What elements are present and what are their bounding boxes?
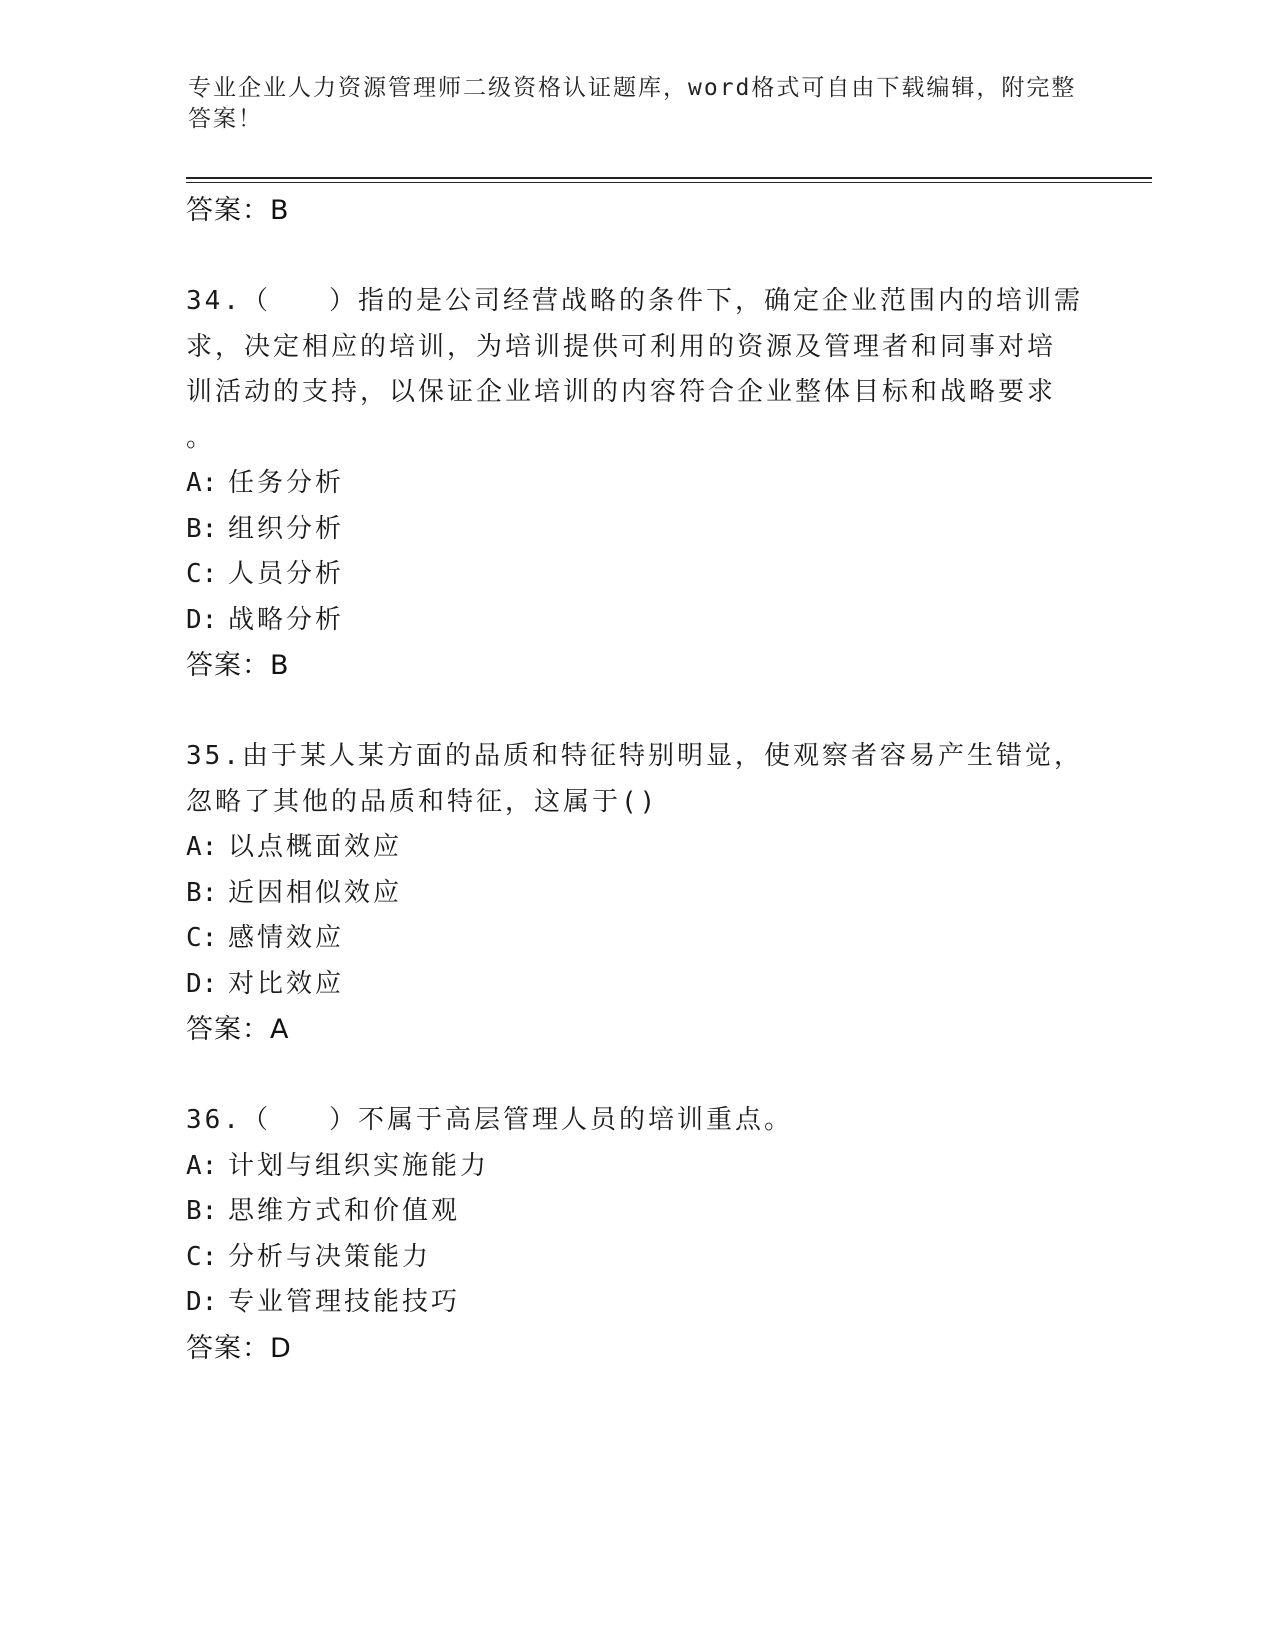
option-key: C:: [186, 1241, 218, 1272]
option-b: [186, 871, 1086, 917]
option-key: C:: [186, 923, 218, 953]
header-line-1: 专业企业人力资源管理师二级资格认证题库，word格式可自由下载编辑，附完整: [188, 75, 1077, 101]
option-text: 近因相似效应: [228, 877, 403, 908]
spacer: [186, 1053, 1086, 1098]
previous-answer: 答案：B: [186, 195, 290, 226]
option-text: 思维方式和价值观: [228, 1196, 461, 1226]
option-a: [186, 461, 1086, 507]
question-line: 忽略了其他的品质和特征，这属于(): [186, 786, 659, 817]
option-a: [186, 1144, 1086, 1190]
option-text: 战略分析: [228, 604, 345, 635]
question-text: [186, 279, 1086, 461]
question-line: 35.由于某人某方面的品质和特征特别明显，使观察者容易产生错觉，: [186, 741, 1083, 771]
question-line: 。: [186, 422, 216, 453]
option-text: 以点概面效应: [228, 832, 403, 862]
answer-line: 答案：A: [186, 1014, 290, 1045]
header-divider-thick: [186, 177, 1152, 179]
option-text: 感情效应: [228, 923, 345, 953]
question-text: [186, 734, 1086, 825]
option-key: D:: [186, 604, 218, 635]
option-c: [186, 552, 1086, 598]
option-key: A:: [186, 832, 218, 862]
option-text: 分析与决策能力: [228, 1241, 432, 1272]
option-key: B:: [186, 1196, 218, 1226]
question-line: 36.（ ）不属于高层管理人员的培训重点。: [186, 1105, 793, 1135]
option-text: 对比效应: [228, 968, 345, 999]
option-key: B:: [186, 513, 218, 544]
question-list: [186, 188, 1086, 1372]
spacer: [186, 689, 1086, 734]
option-text: 人员分析: [228, 559, 345, 589]
option-key: D:: [186, 968, 218, 999]
answer-line: 答案：D: [186, 1332, 292, 1364]
option-text: 组织分析: [228, 513, 345, 544]
option-key: C:: [186, 559, 218, 589]
option-d: [186, 962, 1086, 1008]
answer-line: 答案：B: [186, 650, 290, 681]
option-key: D:: [186, 1287, 218, 1317]
question-block: [186, 279, 1086, 689]
option-key: A:: [186, 1150, 218, 1181]
question-line: 求，决定相应的培训，为培训提供可利用的资源及管理者和同事对培: [186, 331, 1057, 362]
header-divider-thin: [186, 182, 1152, 183]
option-key: A:: [186, 468, 218, 498]
option-d: [186, 1280, 1086, 1326]
question-line: 训活动的支持，以保证企业培训的内容符合企业整体目标和战略要求: [186, 377, 1057, 407]
option-b: [186, 507, 1086, 553]
question-text: [186, 1098, 1086, 1144]
option-text: 任务分析: [228, 468, 345, 498]
option-c: [186, 1235, 1086, 1281]
option-c: [186, 916, 1086, 962]
option-b: [186, 1189, 1086, 1235]
option-a: [186, 825, 1086, 871]
page-header: [188, 73, 1088, 135]
option-text: 专业管理技能技巧: [228, 1287, 461, 1317]
option-d: [186, 598, 1086, 644]
question-block: [186, 1098, 1086, 1372]
spacer: [186, 234, 1086, 279]
question-block: [186, 734, 1086, 1053]
question-line: 34.（ ）指的是公司经营战略的条件下，确定企业范围内的培训需: [186, 286, 1083, 316]
option-key: B:: [186, 877, 218, 908]
header-line-2: 答案！: [188, 106, 263, 132]
option-text: 计划与组织实施能力: [228, 1150, 490, 1181]
